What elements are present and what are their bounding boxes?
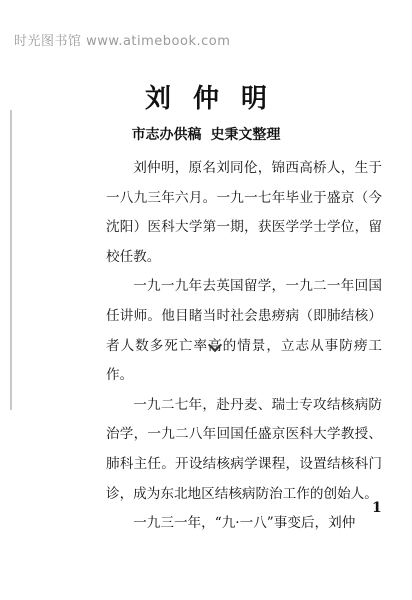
paragraph: 一九三一年，“九·一八”事变后，刘仲: [133, 515, 356, 532]
page-title: 刘仲明: [144, 84, 289, 114]
paragraph: 刘仲明，原名刘同伦，锦西高桥人，生于一八九三年六月。一九一七年毕业于盛京（今沈阳）医科大学第一期，获医学学士学位，留校任教。: [106, 160, 382, 265]
byline-source: 市志办供稿: [131, 127, 202, 143]
paragraph: 一九一九年去英国留学，一九二一年回国任讲师。他目睹当时社会患痨病（即肺结核）者人数多死亡率高的情景，立志从事防痨工作。: [106, 278, 382, 384]
page-number: 1: [372, 500, 382, 516]
byline-editor: 史秉文整理: [210, 127, 281, 143]
byline: [0, 124, 412, 144]
page-edge-shadow: [10, 110, 12, 410]
paragraph: 一九二七年，赴丹麦、瑞士专攻结核病防治学，一九二八年回国任盛京医科大学教授、肺科主任。开设结核病学课程，设置结核科门诊，成为东北地区结核病防治工作的创始人。: [106, 396, 382, 502]
watermark: 时光图书馆 www.atimebook.com: [14, 34, 231, 49]
body-text: [106, 154, 382, 539]
